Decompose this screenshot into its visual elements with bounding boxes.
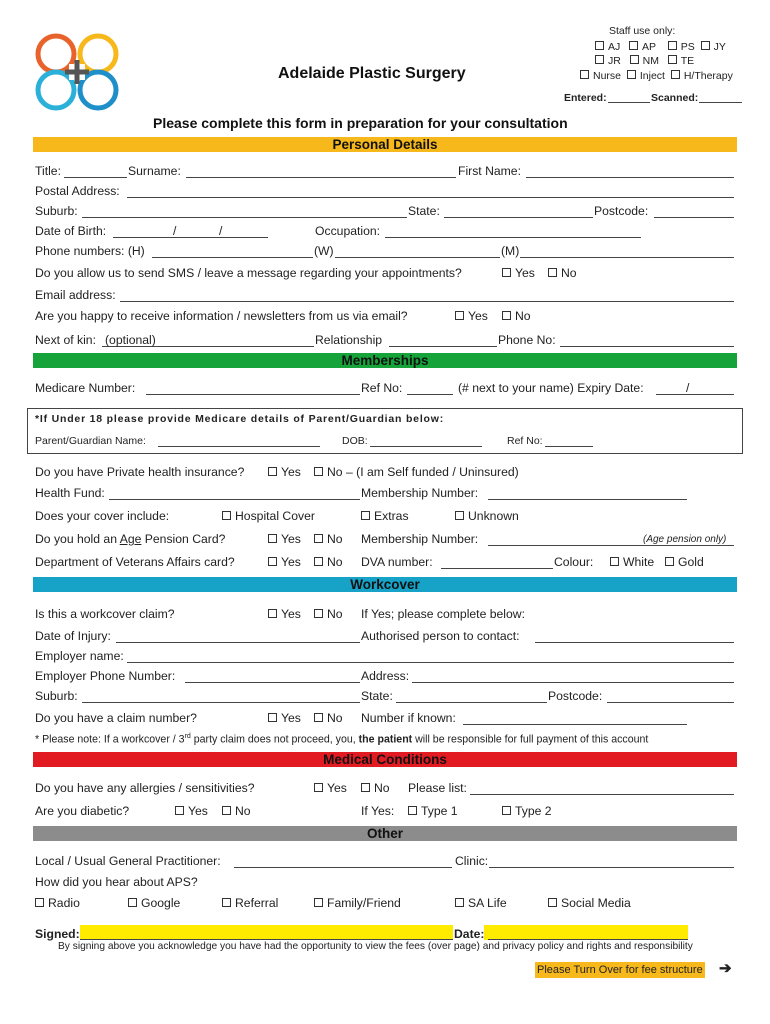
phone-m-label: (M) <box>501 244 520 258</box>
sms-question: Do you allow us to send SMS / leave a message regarding your appointments? <box>35 266 462 280</box>
surname-field[interactable] <box>186 177 456 178</box>
suburb-label: Suburb: <box>35 204 78 218</box>
checkbox[interactable] <box>627 70 636 79</box>
injury-field[interactable] <box>116 642 360 643</box>
staff-te: TE <box>680 55 695 67</box>
medical-heading: Medical Conditions <box>323 752 447 767</box>
intro-heading: Please complete this form in preparation for your consultation <box>153 115 568 131</box>
guardian-label: Parent/Guardian Name: <box>35 435 146 447</box>
turn-over-note: Please Turn Over for fee structure <box>537 964 703 976</box>
diabetic-yes-label: Yes <box>188 804 208 818</box>
wc-state-field[interactable] <box>396 702 547 703</box>
radio-label: Radio <box>48 896 80 910</box>
postal-field[interactable] <box>127 197 734 198</box>
age-q-underlined: Age <box>119 532 142 546</box>
relationship-label: Relationship <box>315 333 383 347</box>
phi-no-label: No – (I am Self funded / Uninsured) <box>327 465 519 479</box>
kin-phone-label: Phone No: <box>498 333 556 347</box>
age-no[interactable] <box>314 532 343 546</box>
signed-label: Signed: <box>35 927 80 941</box>
ref-label: Ref No: <box>361 381 403 395</box>
membership-number-field[interactable] <box>488 499 687 500</box>
claim-yes-label: Yes <box>281 711 301 725</box>
employer-field[interactable] <box>127 662 734 663</box>
allergy-no[interactable] <box>361 781 390 795</box>
checkbox[interactable] <box>701 41 710 50</box>
surname-label: Surname: <box>128 164 181 178</box>
hear-question: How did you hear about APS? <box>35 875 198 889</box>
note-bold: the patient <box>358 733 413 746</box>
kin-label: Next of kin: <box>35 333 96 347</box>
checkbox[interactable] <box>222 898 231 907</box>
checkbox[interactable] <box>314 609 323 618</box>
postcode-label: Postcode: <box>594 204 649 218</box>
checkbox[interactable] <box>671 70 680 79</box>
referral-label: Referral <box>235 896 279 910</box>
dva-question: Department of Veterans Affairs card? <box>35 555 235 569</box>
clinic-field[interactable] <box>489 867 734 868</box>
dva-number-label: DVA number: <box>361 555 433 569</box>
email-field[interactable] <box>120 301 734 302</box>
clinic-logo <box>32 32 122 112</box>
checkbox[interactable] <box>268 534 277 543</box>
news-no[interactable] <box>502 309 531 323</box>
allergy-yes-label: Yes <box>327 781 347 795</box>
date-label: Date: <box>454 927 485 941</box>
injury-label: Date of Injury: <box>35 629 111 643</box>
number-known-field[interactable] <box>463 724 687 725</box>
staff-aj: AJ <box>608 41 621 53</box>
phone-h-label: Phone numbers: (H) <box>35 244 145 258</box>
phone-w-label: (W) <box>314 244 334 258</box>
first-name-label: First Name: <box>458 164 521 178</box>
workcover-note <box>35 733 648 746</box>
diabetic-if-yes: If Yes: <box>361 804 395 818</box>
source-salife[interactable] <box>455 896 507 910</box>
staff-nm: NM <box>642 55 659 67</box>
claim-yes[interactable] <box>268 711 301 725</box>
age-pension-only: (Age pension only) <box>643 534 727 545</box>
expiry-label: (# next to your name) Expiry Date: <box>458 381 644 395</box>
medicare-label: Medicare Number: <box>35 381 136 395</box>
age-yes[interactable] <box>268 532 301 546</box>
age-membership-label: Membership Number: <box>361 532 479 546</box>
claim-no-question: Do you have a claim number? <box>35 711 197 725</box>
dva-no[interactable] <box>314 555 343 569</box>
gp-field[interactable] <box>234 867 452 868</box>
type-1[interactable] <box>408 804 458 818</box>
dob-slash-2: / <box>219 224 223 238</box>
other-heading: Other <box>366 826 403 841</box>
checkbox[interactable] <box>502 268 511 277</box>
date-highlight <box>484 925 688 940</box>
guardian-ref-label: Ref No: <box>507 435 543 447</box>
checkbox[interactable] <box>665 557 674 566</box>
colour-gold[interactable] <box>665 555 704 569</box>
checkbox[interactable] <box>222 511 231 520</box>
guardian-dob-field[interactable] <box>370 446 482 447</box>
phone-w-field[interactable] <box>335 257 500 258</box>
checkbox[interactable] <box>595 55 604 64</box>
note-pre: * Please note: If a workcover / 3 <box>35 733 185 746</box>
staff-jy: JY <box>713 41 726 53</box>
clinic-label: Clinic: <box>455 854 489 868</box>
checkbox[interactable] <box>128 898 137 907</box>
authorised-field[interactable] <box>535 642 734 643</box>
source-radio[interactable] <box>35 896 80 910</box>
hospital-label: Hospital Cover <box>235 509 315 523</box>
workcover-question: Is this a workcover claim? <box>35 607 175 621</box>
staff-ap: AP <box>642 41 657 53</box>
dob-label: Date of Birth: <box>35 224 107 238</box>
diabetic-no-label: No <box>235 804 251 818</box>
salife-label: SA Life <box>468 896 507 910</box>
wc-suburb-field[interactable] <box>82 702 360 703</box>
acknowledgement-text: By signing above you acknowledge you have had the opportunity to view the fees (over page) and privacy policy and rights and responsibility <box>58 941 693 952</box>
checkbox[interactable] <box>630 55 639 64</box>
occupation-label: Occupation: <box>315 224 381 238</box>
checkbox[interactable] <box>408 806 417 815</box>
staff-nurse: Nurse <box>593 70 622 82</box>
workcover-bar <box>33 577 737 592</box>
dva-number-field[interactable] <box>441 568 553 569</box>
note-sup: rd <box>184 733 191 740</box>
source-referral[interactable] <box>222 896 278 910</box>
postcode-field[interactable] <box>654 217 734 218</box>
type-2[interactable] <box>502 804 552 818</box>
health-fund-label: Health Fund: <box>35 486 105 500</box>
checkbox[interactable] <box>548 898 557 907</box>
age-q-post: Pension Card? <box>141 532 226 546</box>
checkbox[interactable] <box>268 557 277 566</box>
authorised-label: Authorised person to contact: <box>361 629 520 643</box>
age-pension-question <box>35 532 225 546</box>
checkbox[interactable] <box>268 713 277 722</box>
state-field[interactable] <box>444 217 593 218</box>
cover-question: Does your cover include: <box>35 509 170 523</box>
checkbox[interactable] <box>268 609 277 618</box>
membership-number-label: Membership Number: <box>361 486 479 500</box>
scanned-line[interactable] <box>699 102 742 103</box>
checkbox[interactable] <box>455 311 464 320</box>
wc-suburb-label: Suburb: <box>35 689 78 703</box>
phi-yes-label: Yes <box>281 465 301 479</box>
gold-label: Gold <box>678 555 704 569</box>
guardian-ref-field[interactable] <box>545 446 593 447</box>
memberships-heading: Memberships <box>341 353 429 368</box>
guardian-dob-label: DOB: <box>342 435 368 447</box>
checkbox[interactable] <box>222 806 231 815</box>
emp-phone-label: Employer Phone Number: <box>35 669 176 683</box>
gp-label: Local / Usual General Practitioner: <box>35 854 221 868</box>
employer-label: Employer name: <box>35 649 124 663</box>
checkbox[interactable] <box>595 41 604 50</box>
sms-yes[interactable] <box>502 266 535 280</box>
social-label: Social Media <box>561 896 631 910</box>
age-yes-label: Yes <box>281 532 301 546</box>
staff-row-1 <box>595 41 726 53</box>
wc-yes-label: Yes <box>281 607 301 621</box>
date-field[interactable] <box>488 939 688 940</box>
staff-row-2 <box>595 55 694 67</box>
sms-no[interactable] <box>548 266 577 280</box>
unknown-label: Unknown <box>468 509 519 523</box>
checkbox[interactable] <box>314 534 323 543</box>
source-family[interactable] <box>314 896 401 910</box>
clinic-name: Adelaide Plastic Surgery <box>278 65 466 82</box>
allergy-list-field[interactable] <box>470 794 734 795</box>
type-1-label: Type 1 <box>421 804 458 818</box>
diabetic-yes[interactable] <box>175 804 208 818</box>
address-field[interactable] <box>412 682 734 683</box>
workcover-heading: Workcover <box>350 577 420 592</box>
entered-label: Entered: <box>564 92 607 104</box>
checkbox[interactable] <box>35 898 44 907</box>
phi-no[interactable] <box>314 465 519 479</box>
source-google[interactable] <box>128 896 180 910</box>
wc-postcode-field[interactable] <box>607 702 734 703</box>
checkbox[interactable] <box>502 311 511 320</box>
colour-white[interactable] <box>610 555 654 569</box>
extras-label: Extras <box>374 509 409 523</box>
title-label: Title: <box>35 164 61 178</box>
checkbox[interactable] <box>361 511 370 520</box>
entered-line[interactable] <box>608 102 650 103</box>
checkbox[interactable] <box>455 511 464 520</box>
checkbox[interactable] <box>502 806 511 815</box>
medicare-field[interactable] <box>146 394 360 395</box>
wc-no-label: No <box>327 607 343 621</box>
claim-no-label: No <box>327 711 343 725</box>
emp-phone-field[interactable] <box>185 682 360 683</box>
expiry-slash: / <box>686 381 690 395</box>
checkbox[interactable] <box>361 783 370 792</box>
checkbox[interactable] <box>580 70 589 79</box>
kin-optional: (optional) <box>105 333 156 347</box>
dva-yes-label: Yes <box>281 555 301 569</box>
type-2-label: Type 2 <box>515 804 552 818</box>
wc-state-label: State: <box>361 689 393 703</box>
white-label: White <box>623 555 655 569</box>
allergy-no-label: No <box>374 781 390 795</box>
checkbox[interactable] <box>314 467 323 476</box>
dva-no-label: No <box>327 555 343 569</box>
other-bar <box>33 826 737 841</box>
note-mid: party claim does not proceed, you, <box>190 733 359 746</box>
news-yes[interactable] <box>455 309 488 323</box>
guardian-field[interactable] <box>158 446 320 447</box>
checkbox[interactable] <box>455 898 464 907</box>
occupation-field[interactable] <box>385 237 641 238</box>
sms-no-label: No <box>561 266 577 280</box>
arrow-right-icon: ➔ <box>719 960 732 977</box>
cover-extras[interactable] <box>361 509 409 523</box>
number-known-label: Number if known: <box>361 711 456 725</box>
wc-if-yes: If Yes; please complete below: <box>361 607 525 621</box>
cover-unknown[interactable] <box>455 509 519 523</box>
allergy-yes[interactable] <box>314 781 347 795</box>
age-membership-field[interactable] <box>488 545 734 546</box>
note-post: will be responsible for full payment of this account <box>412 733 649 746</box>
checkbox[interactable] <box>314 898 323 907</box>
relationship-field[interactable] <box>389 346 497 347</box>
news-no-label: No <box>515 309 531 323</box>
state-label: State: <box>408 204 440 218</box>
first-name-field[interactable] <box>526 177 734 178</box>
phone-h-field[interactable] <box>152 257 313 258</box>
staff-ps: PS <box>680 41 695 53</box>
dob-field[interactable] <box>113 237 268 238</box>
under-18-note: *If Under 18 please provide Medicare details of Parent/Guardian below: <box>35 413 445 425</box>
wc-no[interactable] <box>314 607 343 621</box>
checkbox[interactable] <box>314 557 323 566</box>
checkbox[interactable] <box>314 713 323 722</box>
postal-label: Postal Address: <box>35 184 120 198</box>
allergy-question: Do you have any allergies / sensitivities? <box>35 781 255 795</box>
staff-htherapy: H/Therapy <box>683 70 733 82</box>
title-field[interactable] <box>64 177 127 178</box>
scanned-label: Scanned: <box>651 92 699 104</box>
kin-phone-field[interactable] <box>560 346 734 347</box>
diabetic-no[interactable] <box>222 804 251 818</box>
signature-highlight <box>80 925 453 940</box>
personal-details-bar <box>33 137 737 152</box>
google-label: Google <box>141 896 181 910</box>
news-yes-label: Yes <box>468 309 488 323</box>
email-label: Email address: <box>35 288 116 302</box>
allergy-list-label: Please list: <box>408 781 467 795</box>
staff-jr: JR <box>608 55 621 67</box>
checkbox[interactable] <box>610 557 619 566</box>
checkbox[interactable] <box>629 41 638 50</box>
wc-postcode-label: Postcode: <box>548 689 603 703</box>
phi-question: Do you have Private health insurance? <box>35 465 245 479</box>
staff-row-3 <box>580 70 733 82</box>
colour-label: Colour: <box>554 555 594 569</box>
sms-yes-label: Yes <box>515 266 535 280</box>
source-social[interactable] <box>548 896 631 910</box>
expiry-field[interactable] <box>656 394 734 395</box>
claim-no[interactable] <box>314 711 343 725</box>
checkbox[interactable] <box>268 467 277 476</box>
diabetic-question: Are you diabetic? <box>35 804 130 818</box>
suburb-field[interactable] <box>82 217 407 218</box>
phi-yes[interactable] <box>268 465 301 479</box>
cover-hospital[interactable] <box>222 509 315 523</box>
health-fund-field[interactable] <box>109 499 360 500</box>
checkbox[interactable] <box>668 41 677 50</box>
age-q-pre: Do you hold an <box>35 532 120 546</box>
wc-yes[interactable] <box>268 607 301 621</box>
memberships-bar <box>33 353 737 368</box>
checkbox[interactable] <box>314 783 323 792</box>
staff-inject: Inject <box>639 70 665 82</box>
ref-field[interactable] <box>407 394 453 395</box>
dva-yes[interactable] <box>268 555 301 569</box>
address-label: Address: <box>361 669 410 683</box>
phone-m-field[interactable] <box>520 257 734 258</box>
family-label: Family/Friend <box>327 896 401 910</box>
staff-use-label: Staff use only: <box>609 25 676 37</box>
age-no-label: No <box>327 532 343 546</box>
dob-slash-1: / <box>173 224 177 238</box>
newsletter-question: Are you happy to receive information / newsletters from us via email? <box>35 309 408 323</box>
personal-heading: Personal Details <box>332 137 438 152</box>
checkbox[interactable] <box>548 268 557 277</box>
checkbox[interactable] <box>175 806 184 815</box>
signature-field[interactable] <box>80 939 453 940</box>
checkbox[interactable] <box>668 55 677 64</box>
medical-bar <box>33 752 737 767</box>
